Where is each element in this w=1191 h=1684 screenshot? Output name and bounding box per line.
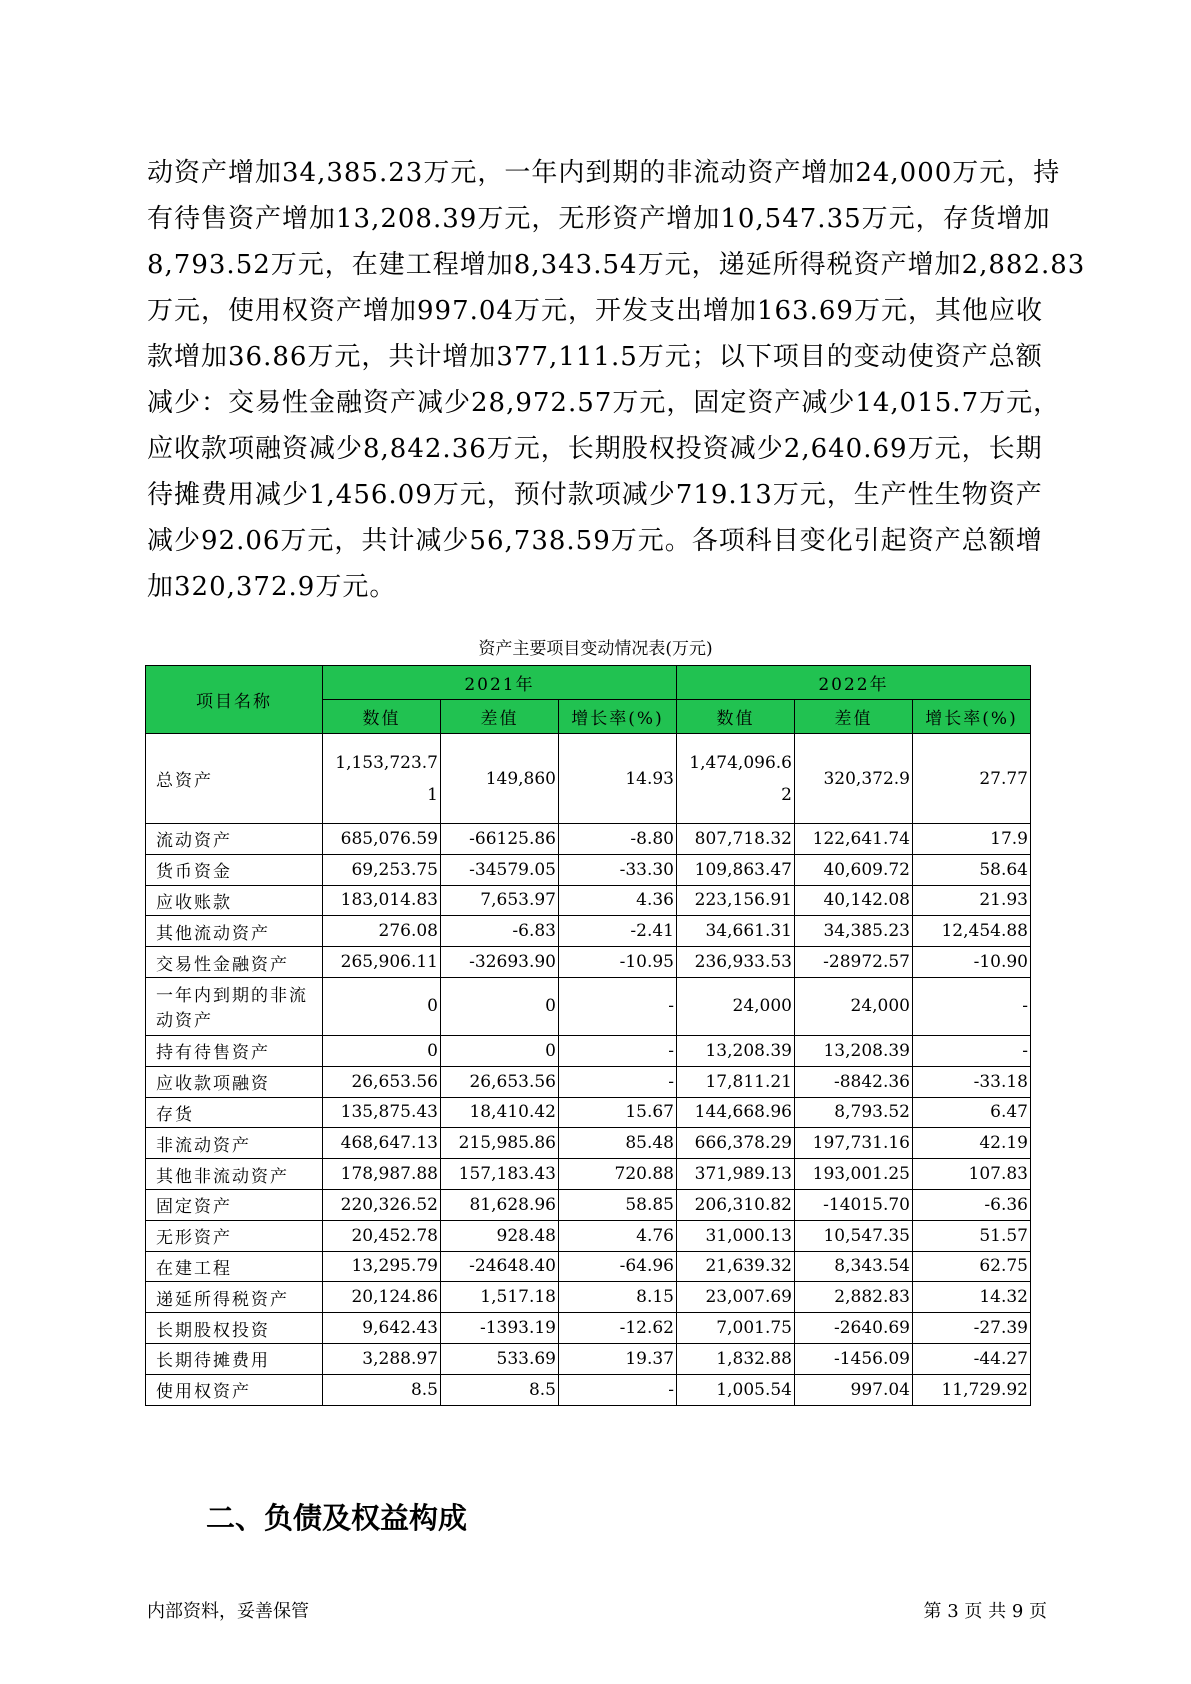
- table-cell: -: [559, 1066, 677, 1097]
- paragraph-line: 有待售资产增加13,208.39万元，无形资产增加10,547.35万元，存货增加: [147, 204, 1051, 234]
- table-cell: 206,310.82: [677, 1189, 795, 1220]
- table-cell: 20,452.78: [323, 1220, 441, 1251]
- page-number: 第 3 页 共 9 页: [923, 1601, 1047, 1622]
- table-cell: -33.18: [913, 1066, 1031, 1097]
- table-row: [146, 885, 1031, 916]
- table-cell: 58.64: [913, 854, 1031, 885]
- footer-note: 内部资料，妥善保管: [147, 1601, 309, 1622]
- table-cell: 144,668.96: [677, 1097, 795, 1128]
- table-cell: 14.93: [559, 734, 677, 824]
- table-cell: 81,628.96: [441, 1189, 559, 1220]
- table-cell: 1,832.88: [677, 1343, 795, 1374]
- header-diff: 差值: [441, 700, 559, 734]
- table-cell: -24648.40: [441, 1251, 559, 1282]
- table-cell: -8842.36: [795, 1066, 913, 1097]
- paragraph-line: 加320,372.9万元。: [147, 572, 397, 602]
- table-cell: 0: [441, 977, 559, 1035]
- table-cell: 51.57: [913, 1220, 1031, 1251]
- table-cell: 0: [441, 1035, 559, 1066]
- table-cell: -: [913, 977, 1031, 1035]
- table-cell: 8,793.52: [795, 1097, 913, 1128]
- table-cell: 122,641.74: [795, 824, 913, 855]
- row-label: 应收账款: [146, 885, 323, 916]
- table-cell: 18,410.42: [441, 1097, 559, 1128]
- table-cell: 21,639.32: [677, 1251, 795, 1282]
- table-cell: -6.83: [441, 916, 559, 947]
- table-cell: 17,811.21: [677, 1066, 795, 1097]
- row-label: 固定资产: [146, 1189, 323, 1220]
- row-label: 其他非流动资产: [146, 1159, 323, 1190]
- row-label: 递延所得税资产: [146, 1282, 323, 1313]
- table-cell: 320,372.9: [795, 734, 913, 824]
- table-caption: 资产主要项目变动情况表(万元): [478, 639, 713, 659]
- paragraph-line: 减少92.06万元，共计减少56,738.59万元。各项科目变化引起资产总额增: [147, 526, 1043, 556]
- table-cell: 157,183.43: [441, 1159, 559, 1190]
- table-cell: -2640.69: [795, 1313, 913, 1344]
- table-cell: 58.85: [559, 1189, 677, 1220]
- table-cell: -1456.09: [795, 1343, 913, 1374]
- table-cell: 21.93: [913, 885, 1031, 916]
- table-cell: -10.90: [913, 947, 1031, 978]
- table-cell: -32693.90: [441, 947, 559, 978]
- row-label: 非流动资产: [146, 1128, 323, 1159]
- row-label: 持有待售资产: [146, 1035, 323, 1066]
- table-row: [146, 1220, 1031, 1251]
- table-row: [146, 824, 1031, 855]
- table-cell: 276.08: [323, 916, 441, 947]
- row-label: 总资产: [146, 734, 323, 824]
- table-row: [146, 1189, 1031, 1220]
- asset-change-table: [145, 665, 1031, 1406]
- table-row: [146, 1066, 1031, 1097]
- table-cell: 1,517.18: [441, 1282, 559, 1313]
- table-cell: 928.48: [441, 1220, 559, 1251]
- header-diff: 差值: [795, 700, 913, 734]
- table-cell: -66125.86: [441, 824, 559, 855]
- table-cell: 215,985.86: [441, 1128, 559, 1159]
- table-row: [146, 1282, 1031, 1313]
- table-cell: 8.5: [441, 1374, 559, 1405]
- table-cell: 62.75: [913, 1251, 1031, 1282]
- table-cell: 26,653.56: [441, 1066, 559, 1097]
- table-cell: -: [559, 1374, 677, 1405]
- table-cell: 11,729.92: [913, 1374, 1031, 1405]
- table-cell: 1,153,723.71: [323, 734, 441, 824]
- table-row: [146, 1343, 1031, 1374]
- row-label: 交易性金融资产: [146, 947, 323, 978]
- table-cell: -14015.70: [795, 1189, 913, 1220]
- row-label: 存货: [146, 1097, 323, 1128]
- paragraph-line: 8,793.52万元，在建工程增加8,343.54万元，递延所得税资产增加2,882.83: [147, 250, 1086, 280]
- table-row: [146, 947, 1031, 978]
- table-cell: 223,156.91: [677, 885, 795, 916]
- table-cell: 193,001.25: [795, 1159, 913, 1190]
- table-cell: -10.95: [559, 947, 677, 978]
- header-item-name: 项目名称: [146, 666, 323, 734]
- table-cell: -8.80: [559, 824, 677, 855]
- table-cell: 666,378.29: [677, 1128, 795, 1159]
- table-cell: 109,863.47: [677, 854, 795, 885]
- table-cell: 997.04: [795, 1374, 913, 1405]
- table-cell: 197,731.16: [795, 1128, 913, 1159]
- paragraph-line: 款增加36.86万元，共计增加377,111.5万元；以下项目的变动使资产总额: [147, 342, 1043, 372]
- paragraph-line: 应收款项融资减少8,842.36万元，长期股权投资减少2,640.69万元，长期: [147, 434, 1043, 464]
- row-label: 使用权资产: [146, 1374, 323, 1405]
- table-cell: -12.62: [559, 1313, 677, 1344]
- table-cell: 720.88: [559, 1159, 677, 1190]
- table-cell: 8.15: [559, 1282, 677, 1313]
- row-label: 在建工程: [146, 1251, 323, 1282]
- table-cell: 9,642.43: [323, 1313, 441, 1344]
- table-cell: 1,474,096.62: [677, 734, 795, 824]
- table-cell: -27.39: [913, 1313, 1031, 1344]
- table-row: [146, 916, 1031, 947]
- table-cell: 0: [323, 1035, 441, 1066]
- paragraph-line: 待摊费用减少1,456.09万元，预付款项减少719.13万元，生产性生物资产: [147, 480, 1043, 510]
- paragraph-line: 万元，使用权资产增加997.04万元，开发支出增加163.69万元，其他应收: [147, 296, 1043, 326]
- table-row: [146, 1251, 1031, 1282]
- table-body: [146, 734, 1031, 1406]
- table-cell: -34579.05: [441, 854, 559, 885]
- table-cell: 0: [323, 977, 441, 1035]
- table-row: [146, 1035, 1031, 1066]
- table-row: [146, 1097, 1031, 1128]
- table-cell: 40,609.72: [795, 854, 913, 885]
- table-cell: 23,007.69: [677, 1282, 795, 1313]
- table-cell: -64.96: [559, 1251, 677, 1282]
- table-row: [146, 1159, 1031, 1190]
- table-cell: 149,860: [441, 734, 559, 824]
- table-cell: 17.9: [913, 824, 1031, 855]
- paragraph-line: 动资产增加34,385.23万元，一年内到期的非流动资产增加24,000万元，持: [147, 158, 1061, 188]
- table-cell: -: [559, 977, 677, 1035]
- table-cell: 4.76: [559, 1220, 677, 1251]
- table-cell: 1,005.54: [677, 1374, 795, 1405]
- table-cell: 236,933.53: [677, 947, 795, 978]
- table-row: [146, 854, 1031, 885]
- table-cell: 468,647.13: [323, 1128, 441, 1159]
- table-cell: 26,653.56: [323, 1066, 441, 1097]
- table-cell: 13,295.79: [323, 1251, 441, 1282]
- header-growth: 增长率(%): [913, 700, 1031, 734]
- table-cell: 807,718.32: [677, 824, 795, 855]
- table-row: [146, 1374, 1031, 1405]
- body-paragraph: [147, 150, 1086, 610]
- table-cell: -6.36: [913, 1189, 1031, 1220]
- table-cell: 42.19: [913, 1128, 1031, 1159]
- row-label: 流动资产: [146, 824, 323, 855]
- table-cell: -: [559, 1035, 677, 1066]
- paragraph-line: 减少：交易性金融资产减少28,972.57万元，固定资产减少14,015.7万元，: [147, 388, 1061, 418]
- table-cell: 69,253.75: [323, 854, 441, 885]
- table-cell: 220,326.52: [323, 1189, 441, 1220]
- table-cell: 24,000: [677, 977, 795, 1035]
- table-cell: 40,142.08: [795, 885, 913, 916]
- table-cell: 685,076.59: [323, 824, 441, 855]
- table-cell: 6.47: [913, 1097, 1031, 1128]
- table-cell: 178,987.88: [323, 1159, 441, 1190]
- table-cell: -2.41: [559, 916, 677, 947]
- table-cell: 533.69: [441, 1343, 559, 1374]
- table-cell: 12,454.88: [913, 916, 1031, 947]
- table-cell: 8,343.54: [795, 1251, 913, 1282]
- table-cell: 34,385.23: [795, 916, 913, 947]
- header-year-2022: 2022年: [677, 666, 1031, 700]
- table-cell: 27.77: [913, 734, 1031, 824]
- table-cell: 135,875.43: [323, 1097, 441, 1128]
- table-cell: 265,906.11: [323, 947, 441, 978]
- header-value: 数值: [677, 700, 795, 734]
- table-row: [146, 734, 1031, 824]
- row-label: 一年内到期的非流动资产: [146, 977, 323, 1035]
- table-cell: 13,208.39: [677, 1035, 795, 1066]
- table-cell: 24,000: [795, 977, 913, 1035]
- table-row: [146, 1313, 1031, 1344]
- table-row: [146, 977, 1031, 1035]
- table-cell: 371,989.13: [677, 1159, 795, 1190]
- header-year-2021: 2021年: [323, 666, 677, 700]
- row-label: 货币资金: [146, 854, 323, 885]
- row-label: 无形资产: [146, 1220, 323, 1251]
- table-cell: 31,000.13: [677, 1220, 795, 1251]
- table-cell: 107.83: [913, 1159, 1031, 1190]
- row-label: 长期待摊费用: [146, 1343, 323, 1374]
- table-cell: 183,014.83: [323, 885, 441, 916]
- header-value: 数值: [323, 700, 441, 734]
- row-label: 长期股权投资: [146, 1313, 323, 1344]
- table-cell: 2,882.83: [795, 1282, 913, 1313]
- table-cell: -: [913, 1035, 1031, 1066]
- section-heading: 二、负债及权益构成: [206, 1501, 468, 1535]
- table-cell: 13,208.39: [795, 1035, 913, 1066]
- table-cell: -33.30: [559, 854, 677, 885]
- header-growth: 增长率(%): [559, 700, 677, 734]
- table-cell: 15.67: [559, 1097, 677, 1128]
- table-cell: 3,288.97: [323, 1343, 441, 1374]
- table-cell: -1393.19: [441, 1313, 559, 1344]
- table-cell: 7,001.75: [677, 1313, 795, 1344]
- table-cell: 34,661.31: [677, 916, 795, 947]
- row-label: 其他流动资产: [146, 916, 323, 947]
- table-cell: 20,124.86: [323, 1282, 441, 1313]
- table-cell: 14.32: [913, 1282, 1031, 1313]
- table-cell: -28972.57: [795, 947, 913, 978]
- table-cell: 85.48: [559, 1128, 677, 1159]
- table-cell: 7,653.97: [441, 885, 559, 916]
- table-cell: 10,547.35: [795, 1220, 913, 1251]
- table-cell: 19.37: [559, 1343, 677, 1374]
- table-cell: 4.36: [559, 885, 677, 916]
- row-label: 应收款项融资: [146, 1066, 323, 1097]
- table-row: [146, 1128, 1031, 1159]
- table-cell: -44.27: [913, 1343, 1031, 1374]
- table-cell: 8.5: [323, 1374, 441, 1405]
